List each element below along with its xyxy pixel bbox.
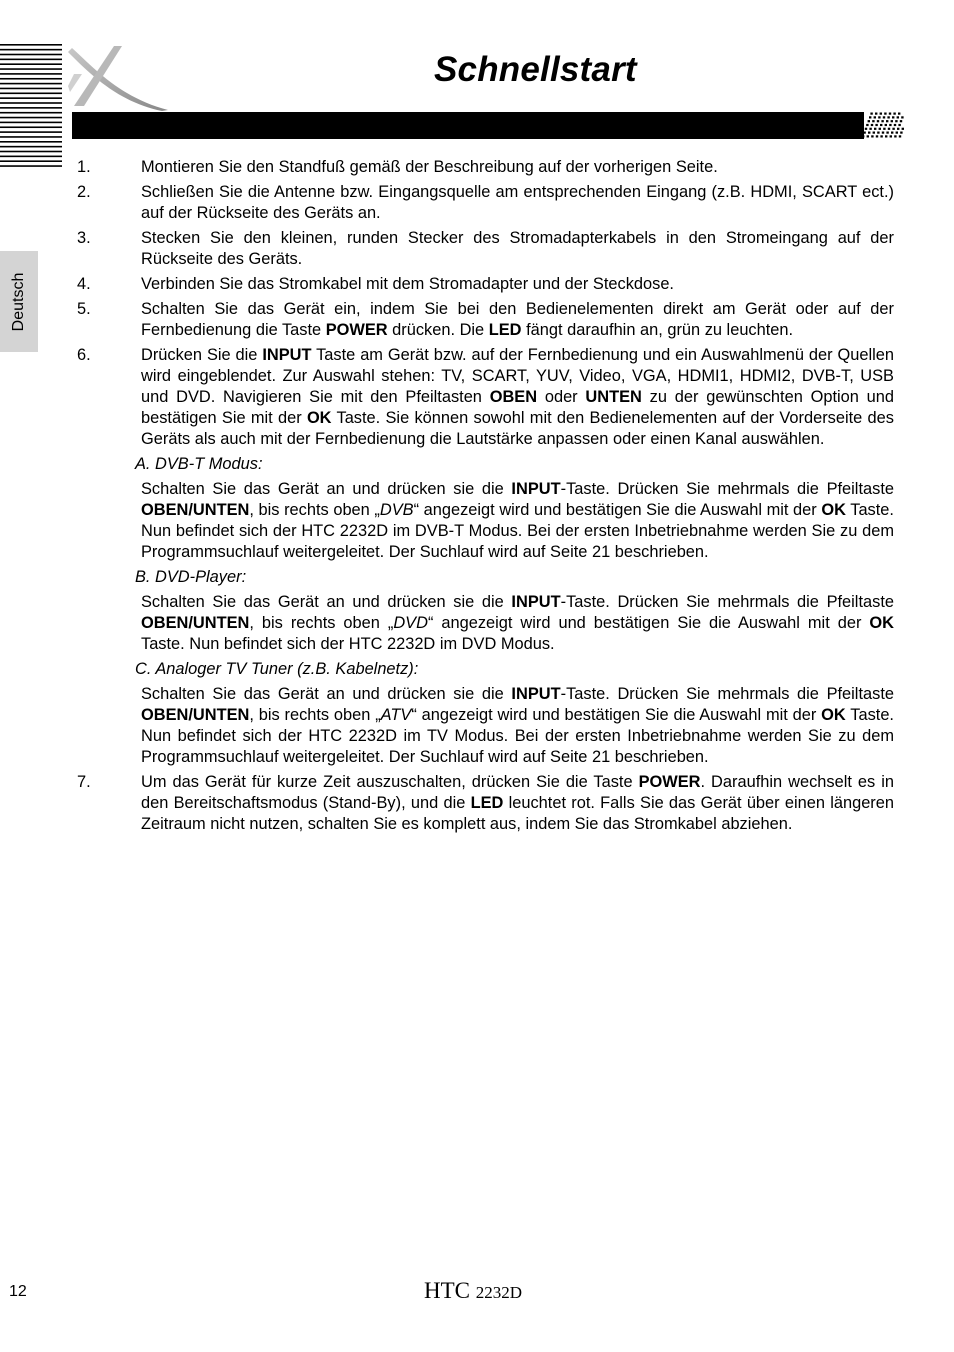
header-bar-dots xyxy=(862,112,906,139)
item-text xyxy=(141,157,894,178)
bar-dot xyxy=(865,128,867,130)
stripe-line xyxy=(0,63,62,65)
bar-dot xyxy=(893,113,895,115)
bold-term: OK xyxy=(821,706,846,724)
stripe-line xyxy=(0,78,62,80)
bar-dot xyxy=(869,116,871,118)
stripe-line xyxy=(0,151,62,153)
bar-dot xyxy=(872,120,874,122)
text-run: . Daraufhin wechselt es in den Bereitschaftsmodus (Stand-By), und die xyxy=(141,773,894,812)
bar-dot xyxy=(891,120,893,122)
bar-dot xyxy=(898,124,900,126)
language-tab-label: Deutsch xyxy=(10,272,27,331)
bold-term: OBEN xyxy=(489,388,538,406)
bar-dot xyxy=(869,128,871,130)
stripe-line xyxy=(0,160,62,162)
bold-term: UNTEN xyxy=(585,388,642,406)
language-tab xyxy=(0,251,38,352)
stripe-line xyxy=(0,141,62,143)
bar-dot xyxy=(874,128,876,130)
item-number: 3. xyxy=(77,229,91,247)
bar-dot xyxy=(897,116,899,118)
bar-dot xyxy=(874,116,876,118)
bar-dot xyxy=(876,135,878,137)
bar-dot xyxy=(877,132,879,134)
bar-dot xyxy=(882,132,884,134)
bar-dot xyxy=(863,132,865,134)
text-run: Taste. Nun befindet sich der HTC 2232D im DVD Modus. xyxy=(141,635,555,653)
text-run: Taste. Nun befindet sich der HTC 2232D im TV Modus. Bei der ersten Inbetriebnahme werden Sie zu dem Programmsuchlauf weitergeleitet. Der Suchlauf wird auf Seite 21 beschrieben. xyxy=(141,706,894,766)
text-run: drücken. Die xyxy=(387,321,489,339)
text-run: -Taste. Drücken Sie mehrmals die Pfeiltaste xyxy=(560,593,894,611)
stripe-line xyxy=(0,73,62,75)
bar-dot xyxy=(887,116,889,118)
bar-dot xyxy=(900,132,902,134)
item-text xyxy=(141,299,894,341)
text-run: Verbinden Sie das Stromkabel mit dem Stromadapter und der Steckdose. xyxy=(141,275,674,293)
subsection-heading: C. Analoger TV Tuner (z.B. Kabelnetz): xyxy=(135,660,419,678)
text-run: leuchtet rot. Falls Sie das Gerät über einen längeren Zeitraum nicht nutzen, schalten Sie es komplett aus, indem Sie das Stromkabel abziehen. xyxy=(141,794,894,833)
bold-term: POWER xyxy=(325,321,388,339)
bold-term: OBEN/UNTEN xyxy=(141,501,250,519)
text-run: Taste am Gerät bzw. auf der Fernbedienung und ein Auswahlmenü der Quellen wird eingeblendet. Zur Auswahl stehen: TV, SCART, YUV, Video, VGA, HDMI1, HDMI2, DVB-T, USB und DVD. Navigieren Sie mit den Pfeiltasten xyxy=(141,346,894,406)
brand-x-logo-icon xyxy=(68,46,172,112)
bar-dot xyxy=(883,116,885,118)
bar-dot xyxy=(880,124,882,126)
stripe-line xyxy=(0,68,62,70)
text-run: Schalten Sie das Gerät an und drücken sie die xyxy=(141,480,512,498)
stripe-line xyxy=(0,146,62,148)
italic-term: ATV xyxy=(380,706,412,724)
bar-dot xyxy=(862,135,864,137)
bold-term: INPUT xyxy=(511,480,561,498)
text-run: zu der gewünschten Option und bestätigen Sie mit der xyxy=(141,388,894,427)
list-item xyxy=(77,345,894,450)
bar-dot xyxy=(873,132,875,134)
bar-dot xyxy=(896,132,898,134)
bar-dot xyxy=(875,124,877,126)
item-text xyxy=(141,182,894,224)
page-title: Schnellstart xyxy=(434,50,637,89)
bar-dot xyxy=(889,124,891,126)
item-text xyxy=(141,345,894,450)
stripe-line xyxy=(0,126,62,128)
stripe-line xyxy=(0,83,62,85)
bold-term: LED xyxy=(488,321,522,339)
item-text xyxy=(141,228,894,270)
bar-dot xyxy=(900,120,902,122)
item-text xyxy=(141,772,894,835)
stripe-line xyxy=(0,88,62,90)
header-stripes xyxy=(0,44,62,170)
bold-term: INPUT xyxy=(262,346,312,364)
bar-dot xyxy=(885,124,887,126)
bar-dot xyxy=(877,120,879,122)
italic-term: DVD xyxy=(393,614,428,632)
stripe-line xyxy=(0,93,62,95)
model-name xyxy=(424,1278,522,1304)
stripe-line xyxy=(0,112,62,114)
text-run: Drücken Sie die xyxy=(141,346,263,364)
subsection-text xyxy=(141,684,894,768)
bar-dot xyxy=(880,113,882,115)
bar-dot xyxy=(871,135,873,137)
bar-dot xyxy=(888,128,890,130)
bar-dot xyxy=(890,135,892,137)
stripe-line xyxy=(0,54,62,56)
bar-dot xyxy=(894,124,896,126)
bar-dot xyxy=(868,132,870,134)
bar-dot xyxy=(892,128,894,130)
text-run: , bis rechts oben „ xyxy=(249,706,381,724)
stripe-line xyxy=(0,156,62,158)
text-run: Um das Gerät für kurze Zeit auszuschalten, drücken Sie die Taste xyxy=(141,773,639,791)
list-item xyxy=(77,182,894,224)
text-run: -Taste. Drücken Sie mehrmals die Pfeiltaste xyxy=(560,685,894,703)
list-item xyxy=(77,228,894,270)
subsection-text xyxy=(141,479,894,563)
bold-term: OBEN/UNTEN xyxy=(141,614,250,632)
item-number: 5. xyxy=(77,300,91,318)
item-number: 6. xyxy=(77,346,91,364)
item-number: 2. xyxy=(77,183,91,201)
bar-dot xyxy=(892,116,894,118)
list-item xyxy=(77,299,894,341)
bold-term: OK xyxy=(869,614,894,632)
bar-dot xyxy=(868,120,870,122)
text-run: Montieren Sie den Standfuß gemäß der Beschreibung auf der vorherigen Seite. xyxy=(141,158,718,176)
instructions xyxy=(77,157,894,839)
bar-dot xyxy=(866,124,868,126)
bar-dot xyxy=(870,113,872,115)
bar-dot xyxy=(895,120,897,122)
bar-dot xyxy=(902,128,904,130)
text-run: fängt daraufhin an, grün zu leuchten. xyxy=(521,321,794,339)
header-bar xyxy=(72,112,864,139)
bold-term: LED xyxy=(470,794,504,812)
bar-dot xyxy=(885,135,887,137)
list-item xyxy=(77,274,894,295)
item-number: 4. xyxy=(77,275,91,293)
italic-term: DVB xyxy=(379,501,414,519)
bold-term: OK xyxy=(821,501,846,519)
subsection-heading: A. DVB-T Modus: xyxy=(135,455,263,473)
text-run: oder xyxy=(537,388,586,406)
bold-term: OBEN/UNTEN xyxy=(141,706,250,724)
text-run: “ angezeigt wird und bestätigen Sie die Auswahl mit der xyxy=(413,501,822,519)
bar-dot xyxy=(880,135,882,137)
subsection-heading: B. DVD-Player: xyxy=(135,568,247,586)
subsection-text xyxy=(141,592,894,655)
text-run: -Taste. Drücken Sie mehrmals die Pfeiltaste xyxy=(560,480,894,498)
bar-dot xyxy=(883,128,885,130)
bold-term: OK xyxy=(306,409,332,427)
item-text xyxy=(141,274,894,295)
list-item xyxy=(77,157,894,178)
text-run: Taste. Nun befindet sich der HTC 2232D im DVB-T Modus. Bei der ersten Inbetriebnahme werden Sie zu dem Programmsuchlauf weitergeleitet. Der Suchlauf wird auf Seite 21 beschrieben. xyxy=(141,501,894,561)
text-run: Schalten Sie das Gerät an und drücken sie die xyxy=(141,593,512,611)
bar-dot xyxy=(899,135,901,137)
text-run: , bis rechts oben „ xyxy=(249,614,394,632)
page-number: 12 xyxy=(9,1283,27,1300)
bar-dot xyxy=(879,128,881,130)
bar-dot xyxy=(875,113,877,115)
step-list xyxy=(77,157,894,450)
bar-dot xyxy=(878,116,880,118)
stripe-line xyxy=(0,131,62,133)
subsection-list xyxy=(77,454,894,768)
stripe-line xyxy=(0,102,62,104)
stripe-line xyxy=(0,97,62,99)
model-main: HTC xyxy=(424,1278,470,1303)
bold-term: INPUT xyxy=(511,593,561,611)
bar-dot xyxy=(881,120,883,122)
stripe-line xyxy=(0,59,62,61)
bar-dot xyxy=(901,116,903,118)
final-step xyxy=(77,772,894,835)
stripe-line xyxy=(0,136,62,138)
stripe-line xyxy=(0,49,62,51)
text-run: Schalten Sie das Gerät an und drücken sie die xyxy=(141,685,512,703)
bar-dot xyxy=(897,128,899,130)
bar-dot xyxy=(889,113,891,115)
text-run: Taste. Sie können sowohl mit den Bedienelementen auf der Vorderseite des Geräts als auch mit der Fernbedienung die Lautstärke anpassen oder einen Kanal auswählen. xyxy=(141,409,894,448)
stripe-line xyxy=(0,117,62,119)
text-run: “ angezeigt wird und bestätigen Sie die Auswahl mit der xyxy=(411,706,822,724)
text-run: Schließen Sie die Antenne bzw. Eingangsquelle am entsprechenden Eingang (z.B. HDMI, SCART ect.) auf der Rückseite des Geräts an. xyxy=(141,183,894,222)
bold-term: INPUT xyxy=(511,685,561,703)
bold-term: POWER xyxy=(638,773,701,791)
bar-dot xyxy=(886,120,888,122)
bar-dot xyxy=(898,113,900,115)
bar-dot xyxy=(886,132,888,134)
bar-dot xyxy=(894,135,896,137)
stripe-line xyxy=(0,107,62,109)
text-run: Stecken Sie den kleinen, runden Stecker des Stromadapterkabels in den Stromeingang auf der Rückseite des Geräts. xyxy=(141,229,894,268)
list-item xyxy=(77,772,894,835)
bar-dot xyxy=(891,132,893,134)
stripe-line xyxy=(0,44,62,46)
bar-dot xyxy=(884,113,886,115)
text-run: Schalten Sie das Gerät ein, indem Sie bei den Bedienelementen direkt am Gerät oder auf der Fernbedienung die Taste xyxy=(141,300,894,339)
model-number: 2232D xyxy=(475,1283,523,1302)
bar-dot xyxy=(871,124,873,126)
text-run: “ angezeigt wird und bestätigen Sie die Auswahl mit der xyxy=(427,614,870,632)
item-number: 7. xyxy=(77,773,91,791)
stripe-line xyxy=(0,122,62,124)
item-number: 1. xyxy=(77,158,91,176)
text-run: , bis rechts oben „ xyxy=(249,501,380,519)
stripe-line xyxy=(0,165,62,167)
bar-dot xyxy=(867,135,869,137)
